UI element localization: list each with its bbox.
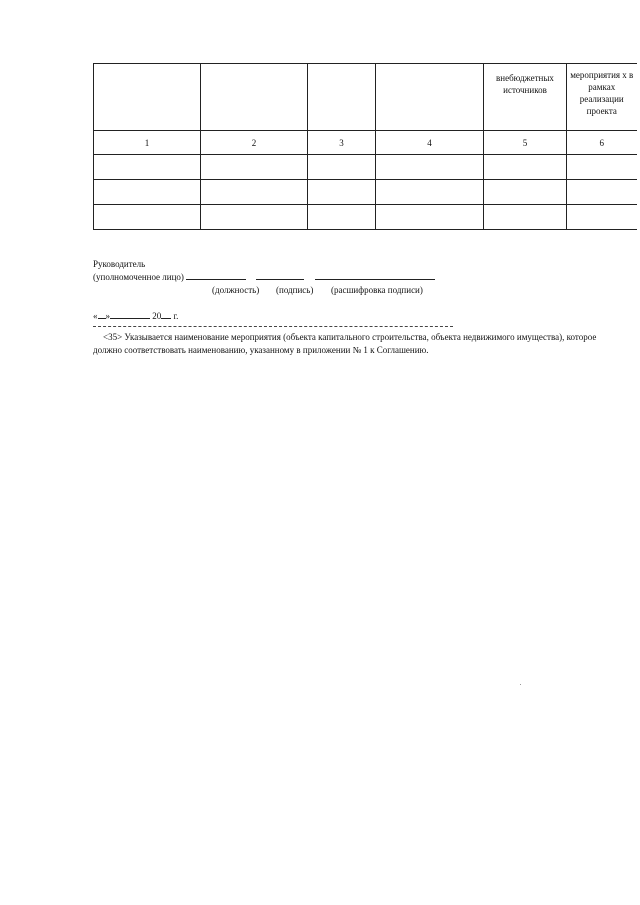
decoding-line [315,270,435,280]
header-cell-1 [94,64,201,131]
year-line [161,309,171,319]
table-cell [201,180,308,205]
date-line [93,309,178,322]
column-number-3: 3 [308,131,376,155]
footnote-text: <35> Указывается наименование мероприятия (объекта капитального строительства, объекта недвижимого имущества), которое должно соответствовать наименованию, указанному в приложении № 1 к Соглашению. [93,332,597,355]
table-cell [308,180,376,205]
signer-line [93,270,435,283]
table-header-row [94,64,637,131]
column-number-5: 5 [484,131,567,155]
column-number-2: 2 [201,131,308,155]
table-cell [376,155,484,180]
table-cell [94,180,201,205]
table-cell [308,155,376,180]
decoding-caption: (расшифровка подписи) [331,285,423,295]
date-open-quote: « [93,311,98,321]
position-caption: (должность) [212,285,260,295]
table-cell [567,205,637,230]
signer-title: Руководитель [93,259,146,269]
position-line [186,270,246,280]
date-year-prefix: 20 [152,311,162,321]
table-cell [201,155,308,180]
table-cell [376,180,484,205]
column-number-row [94,131,637,155]
signature-line [256,270,304,280]
table-cell [567,180,637,205]
table-row [94,155,637,180]
header-cell-5: внебюджетных источников [484,64,567,131]
table-cell [376,205,484,230]
header-cell-2 [201,64,308,131]
date-suffix: г. [173,311,179,321]
table-cell [308,205,376,230]
footnote-separator [93,326,453,327]
table-cell [484,180,567,205]
table-cell [484,155,567,180]
table-cell [94,205,201,230]
table-row [94,180,637,205]
report-table [93,63,637,230]
header-cell-3 [308,64,376,131]
column-number-4: 4 [376,131,484,155]
column-number-1: 1 [94,131,201,155]
date-close-quote: » [105,311,110,321]
month-line [110,309,150,319]
header-cell-6: мероприятия х в рамках реализации проекта [567,64,637,131]
table-cell [484,205,567,230]
signer-person: (уполномоченное лицо) [93,272,184,282]
table-cell [201,205,308,230]
day-line [98,309,106,319]
table-row [94,205,637,230]
scan-speck [520,684,521,685]
header-cell-4 [376,64,484,131]
table-cell [94,155,201,180]
signature-caption: (подпись) [276,285,314,295]
table-cell [567,155,637,180]
column-number-6: 6 [567,131,637,155]
